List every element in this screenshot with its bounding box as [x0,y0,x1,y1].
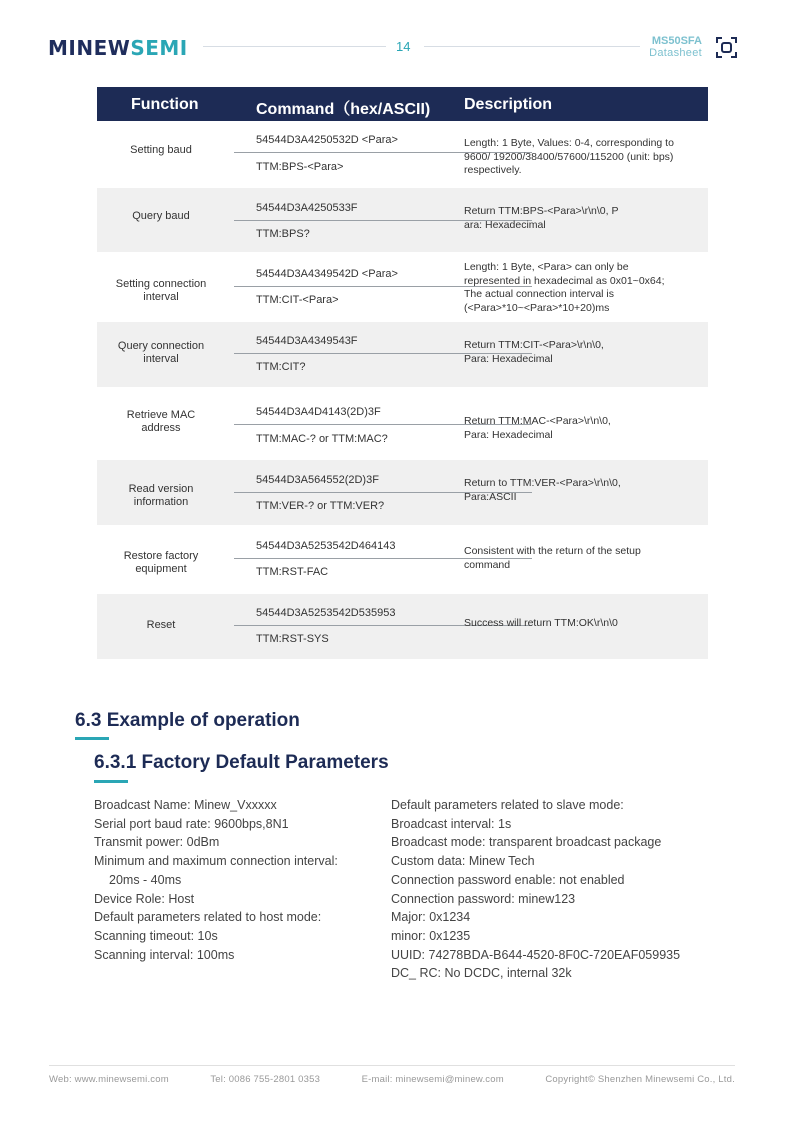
param-line: Default parameters related to host mode: [94,910,322,925]
command-table [97,87,708,121]
section-title: 6.3 Example of operation [75,710,300,731]
command-hex: 54544D3A4250533F [256,202,358,214]
command-ascii: TTM:MAC-? or TTM:MAC? [256,433,388,445]
page-footer [49,1074,735,1085]
command-ascii: TTM:BPS? [256,228,310,240]
model-label [649,35,702,59]
function-cell: Query baud [132,210,190,222]
command-ascii: TTM:BPS-<Para> [256,161,344,173]
footer-tel: Tel: 0086 755-2801 0353 [210,1074,321,1085]
command-ascii: TTM:RST-FAC [256,566,329,578]
description-cell: Length: 1 Byte, Values: 0-4, corresponding to 9600/ 19200/38400/57600/115200 (unit: bps) respectively. [464,137,674,176]
function-cell: Reset [146,619,176,631]
command-hex: 54544D3A4349543F [256,335,358,347]
description-cell: Success will return TTM:OK\r\n\0 [464,617,618,629]
param-line: 20ms - 40ms [109,872,182,887]
scan-frame-icon [716,37,737,58]
table-header [97,87,708,121]
description-cell: Return TTM:BPS-<Para>\r\n\0, P ara: Hexadecimal [464,205,619,231]
param-line: Custom data: Minew Tech [391,854,535,869]
subsection-title-underline [94,780,128,783]
param-line: Broadcast mode: transparent broadcast package [391,835,662,850]
param-line: Default parameters related to slave mode: [391,798,624,812]
page-header [0,0,794,70]
table-row [97,322,708,387]
table-row [97,460,708,525]
command-hex: 54544D3A5253542D464143 [256,540,396,552]
table-row [97,121,708,188]
section-title-underline [75,737,109,740]
command-hex: 54544D3A564552(2D)3F [256,474,379,486]
param-line: Broadcast interval: 1s [391,816,512,831]
param-line: minor: 0x1235 [391,928,471,943]
command-ascii: TTM:VER-? or TTM:VER? [256,500,385,512]
function-cell: Setting baud [130,144,192,156]
param-line: Connection password enable: not enabled [391,872,625,887]
param-line: Connection password: minew123 [391,891,576,906]
param-line: Minimum and maximum connection interval: [94,854,338,869]
description-cell: Consistent with the return of the setup command [464,545,641,571]
description-cell: Length: 1 Byte, <Para> can only be represented in hexadecimal as 0x01~0x64; The actual connection interval is (<Para>*10~<Para>*10+20)ms [464,261,665,314]
param-line: Device Role: Host [94,891,195,906]
header-function: Function [131,96,199,113]
param-line: Broadcast Name: Minew_Vxxxxx [94,798,277,812]
company-logo: MINEWSEMI [48,36,188,60]
command-ascii: TTM:RST-SYS [256,633,329,645]
function-cell: Query connection interval [117,340,205,365]
table-row [97,525,708,594]
page-number: 14 [396,39,411,54]
command-ascii: TTM:CIT-<Para> [256,294,339,306]
param-line: Scanning interval: 100ms [94,947,235,962]
subsection-title: 6.3.1 Factory Default Parameters [94,752,389,773]
command-hex: 54544D3A4349542D <Para> [256,268,398,280]
table-row [97,594,708,659]
header-divider-left [203,46,386,47]
param-line: DC_ RC: No DCDC, internal 32k [391,966,572,981]
footer-copyright: Copyright© Shenzhen Minewsemi Co., Ltd. [545,1074,735,1085]
params-left-column [94,796,338,964]
model-name: MS50SFA [651,35,702,47]
function-cell: Restore factory equipment [123,550,199,575]
table-row [97,252,708,322]
command-hex: 54544D3A5253542D535953 [256,607,396,619]
param-line: Serial port baud rate: 9600bps,8N1 [94,816,289,831]
function-cell: Retrieve MAC address [126,409,196,434]
param-line: UUID: 74278BDA-B644-4520-8F0C-720EAF059935 [391,947,681,962]
description-cell: Return TTM:MAC-<Para>\r\n\0, Para: Hexadecimal [464,415,611,441]
function-cell: Read version information [128,483,194,508]
table-row [97,387,708,460]
command-hex: 54544D3A4D4143(2D)3F [256,406,381,418]
command-hex: 54544D3A4250532D <Para> [256,134,398,146]
doc-type: Datasheet [649,47,702,59]
header-description: Description [464,96,553,113]
function-cell: Setting connection interval [115,278,207,303]
param-line: Major: 0x1234 [391,910,471,925]
param-line: Scanning timeout: 10s [94,928,218,943]
footer-web: Web: www.minewsemi.com [49,1074,169,1085]
description-cell: Return TTM:CIT-<Para>\r\n\0, Para: Hexadecimal [464,339,604,365]
table-row [97,188,708,252]
description-cell: Return to TTM:VER-<Para>\r\n\0, Para:ASCII [464,477,621,503]
params-right-column [391,796,680,983]
header-command: Command（hex/ASCII) [256,101,431,118]
header-divider-right [424,46,640,47]
footer-divider [49,1065,735,1066]
param-line: Transmit power: 0dBm [94,835,220,850]
footer-email: E-mail: minewsemi@minew.com [361,1074,504,1085]
command-ascii: TTM:CIT? [256,361,306,373]
